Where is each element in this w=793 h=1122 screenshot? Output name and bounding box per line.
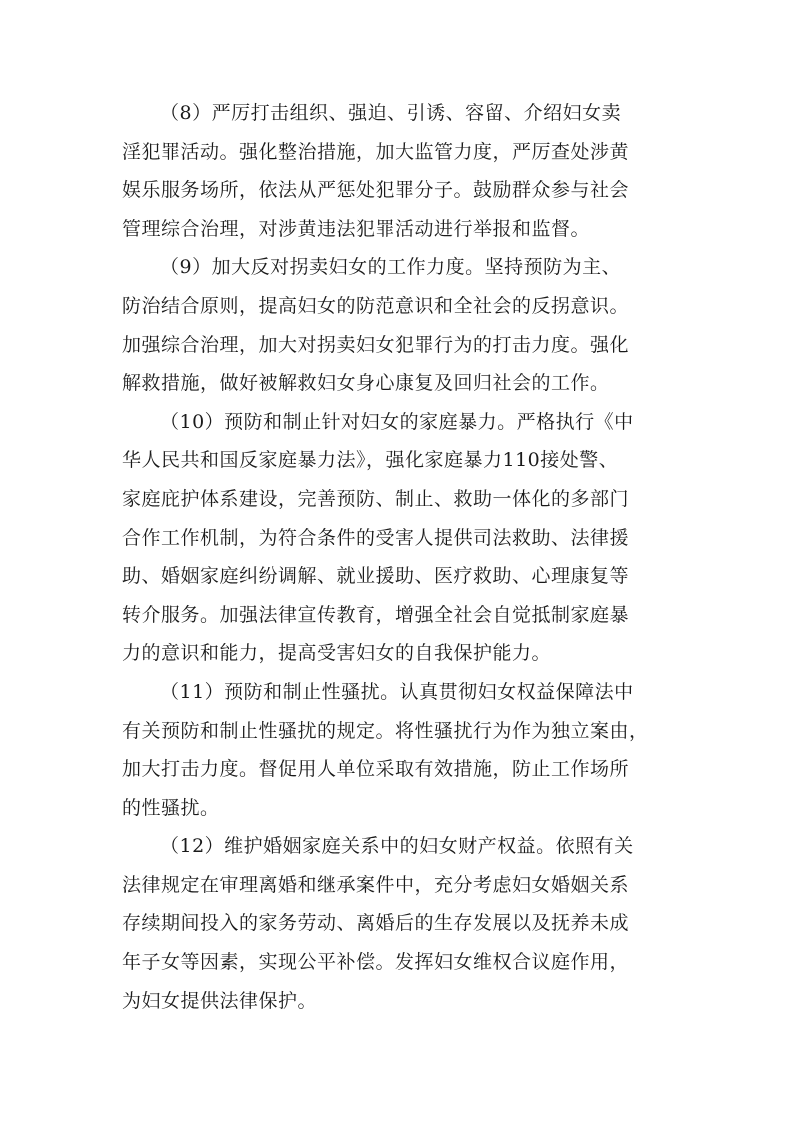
paragraph-line: 管理综合治理，对涉黄违法犯罪活动进行举报和监督。 <box>122 217 591 240</box>
paragraph-9 <box>122 248 678 402</box>
paragraph-line: 解救措施，做好被解救妇女身心康复及回归社会的工作。 <box>122 372 610 395</box>
paragraph-line: 存续期间投入的家务劳动、离婚后的生存发展以及抚养未成 <box>122 912 630 935</box>
paragraph-line: （10）预防和制止针对妇女的家庭暴力。严格执行《中 <box>160 410 634 433</box>
document-body <box>122 94 678 1020</box>
paragraph-line: 防治结合原则，提高妇女的防范意识和全社会的反拐意识。 <box>122 294 630 317</box>
paragraph-line: 的性骚扰。 <box>122 796 220 819</box>
paragraph-line: （8）严厉打击组织、强迫、引诱、容留、介绍妇女卖 <box>160 102 622 124</box>
paragraph-line: 华人民共和国反家庭暴力法》，强化家庭暴力110接处警、 <box>122 449 619 472</box>
paragraph-line: （11）预防和制止性骚扰。认真贯彻妇女权益保障法中 <box>160 680 634 703</box>
paragraph-line: 法律规定在审理离婚和继承案件中，充分考虑妇女婚姻关系 <box>122 873 630 896</box>
paragraph-line: 力的意识和能力，提高受害妇女的自我保护能力。 <box>122 642 552 665</box>
paragraph-line: 淫犯罪活动。强化整治措施，加大监管力度，严厉查处涉黄 <box>122 140 630 163</box>
paragraph-line: 为妇女提供法律保护。 <box>122 989 318 1012</box>
paragraph-line: 合作工作机制，为符合条件的受害人提供司法救助、法律援 <box>122 526 630 549</box>
paragraph-line: 年子女等因素，实现公平补偿。发挥妇女维权合议庭作用， <box>122 951 630 974</box>
paragraph-line: 助、婚姻家庭纠纷调解、就业援助、医疗救助、心理康复等 <box>122 565 630 588</box>
paragraph-line: 加大打击力度。督促用人单位采取有效措施，防止工作场所 <box>122 758 630 781</box>
paragraph-10 <box>122 403 678 673</box>
paragraph-8 <box>122 94 678 248</box>
paragraph-line: 娱乐服务场所，依法从严惩处犯罪分子。鼓励群众参与社会 <box>122 179 630 202</box>
paragraph-line: 加强综合治理，加大对拐卖妇女犯罪行为的打击力度。强化 <box>122 333 630 356</box>
paragraph-line: （9）加大反对拐卖妇女的工作力度。坚持预防为主、 <box>160 256 622 279</box>
paragraph-line: （12）维护婚姻家庭关系中的妇女财产权益。依照有关 <box>160 835 634 858</box>
paragraph-line: 转介服务。加强法律宣传教育，增强全社会自觉抵制家庭暴 <box>122 603 630 626</box>
paragraph-line: 家庭庇护体系建设，完善预防、制止、救助一体化的多部门 <box>122 487 630 510</box>
paragraph-line: 有关预防和制止性骚扰的规定。将性骚扰行为作为独立案由， <box>122 719 649 742</box>
paragraph-11 <box>122 673 678 827</box>
paragraph-12 <box>122 827 678 1020</box>
